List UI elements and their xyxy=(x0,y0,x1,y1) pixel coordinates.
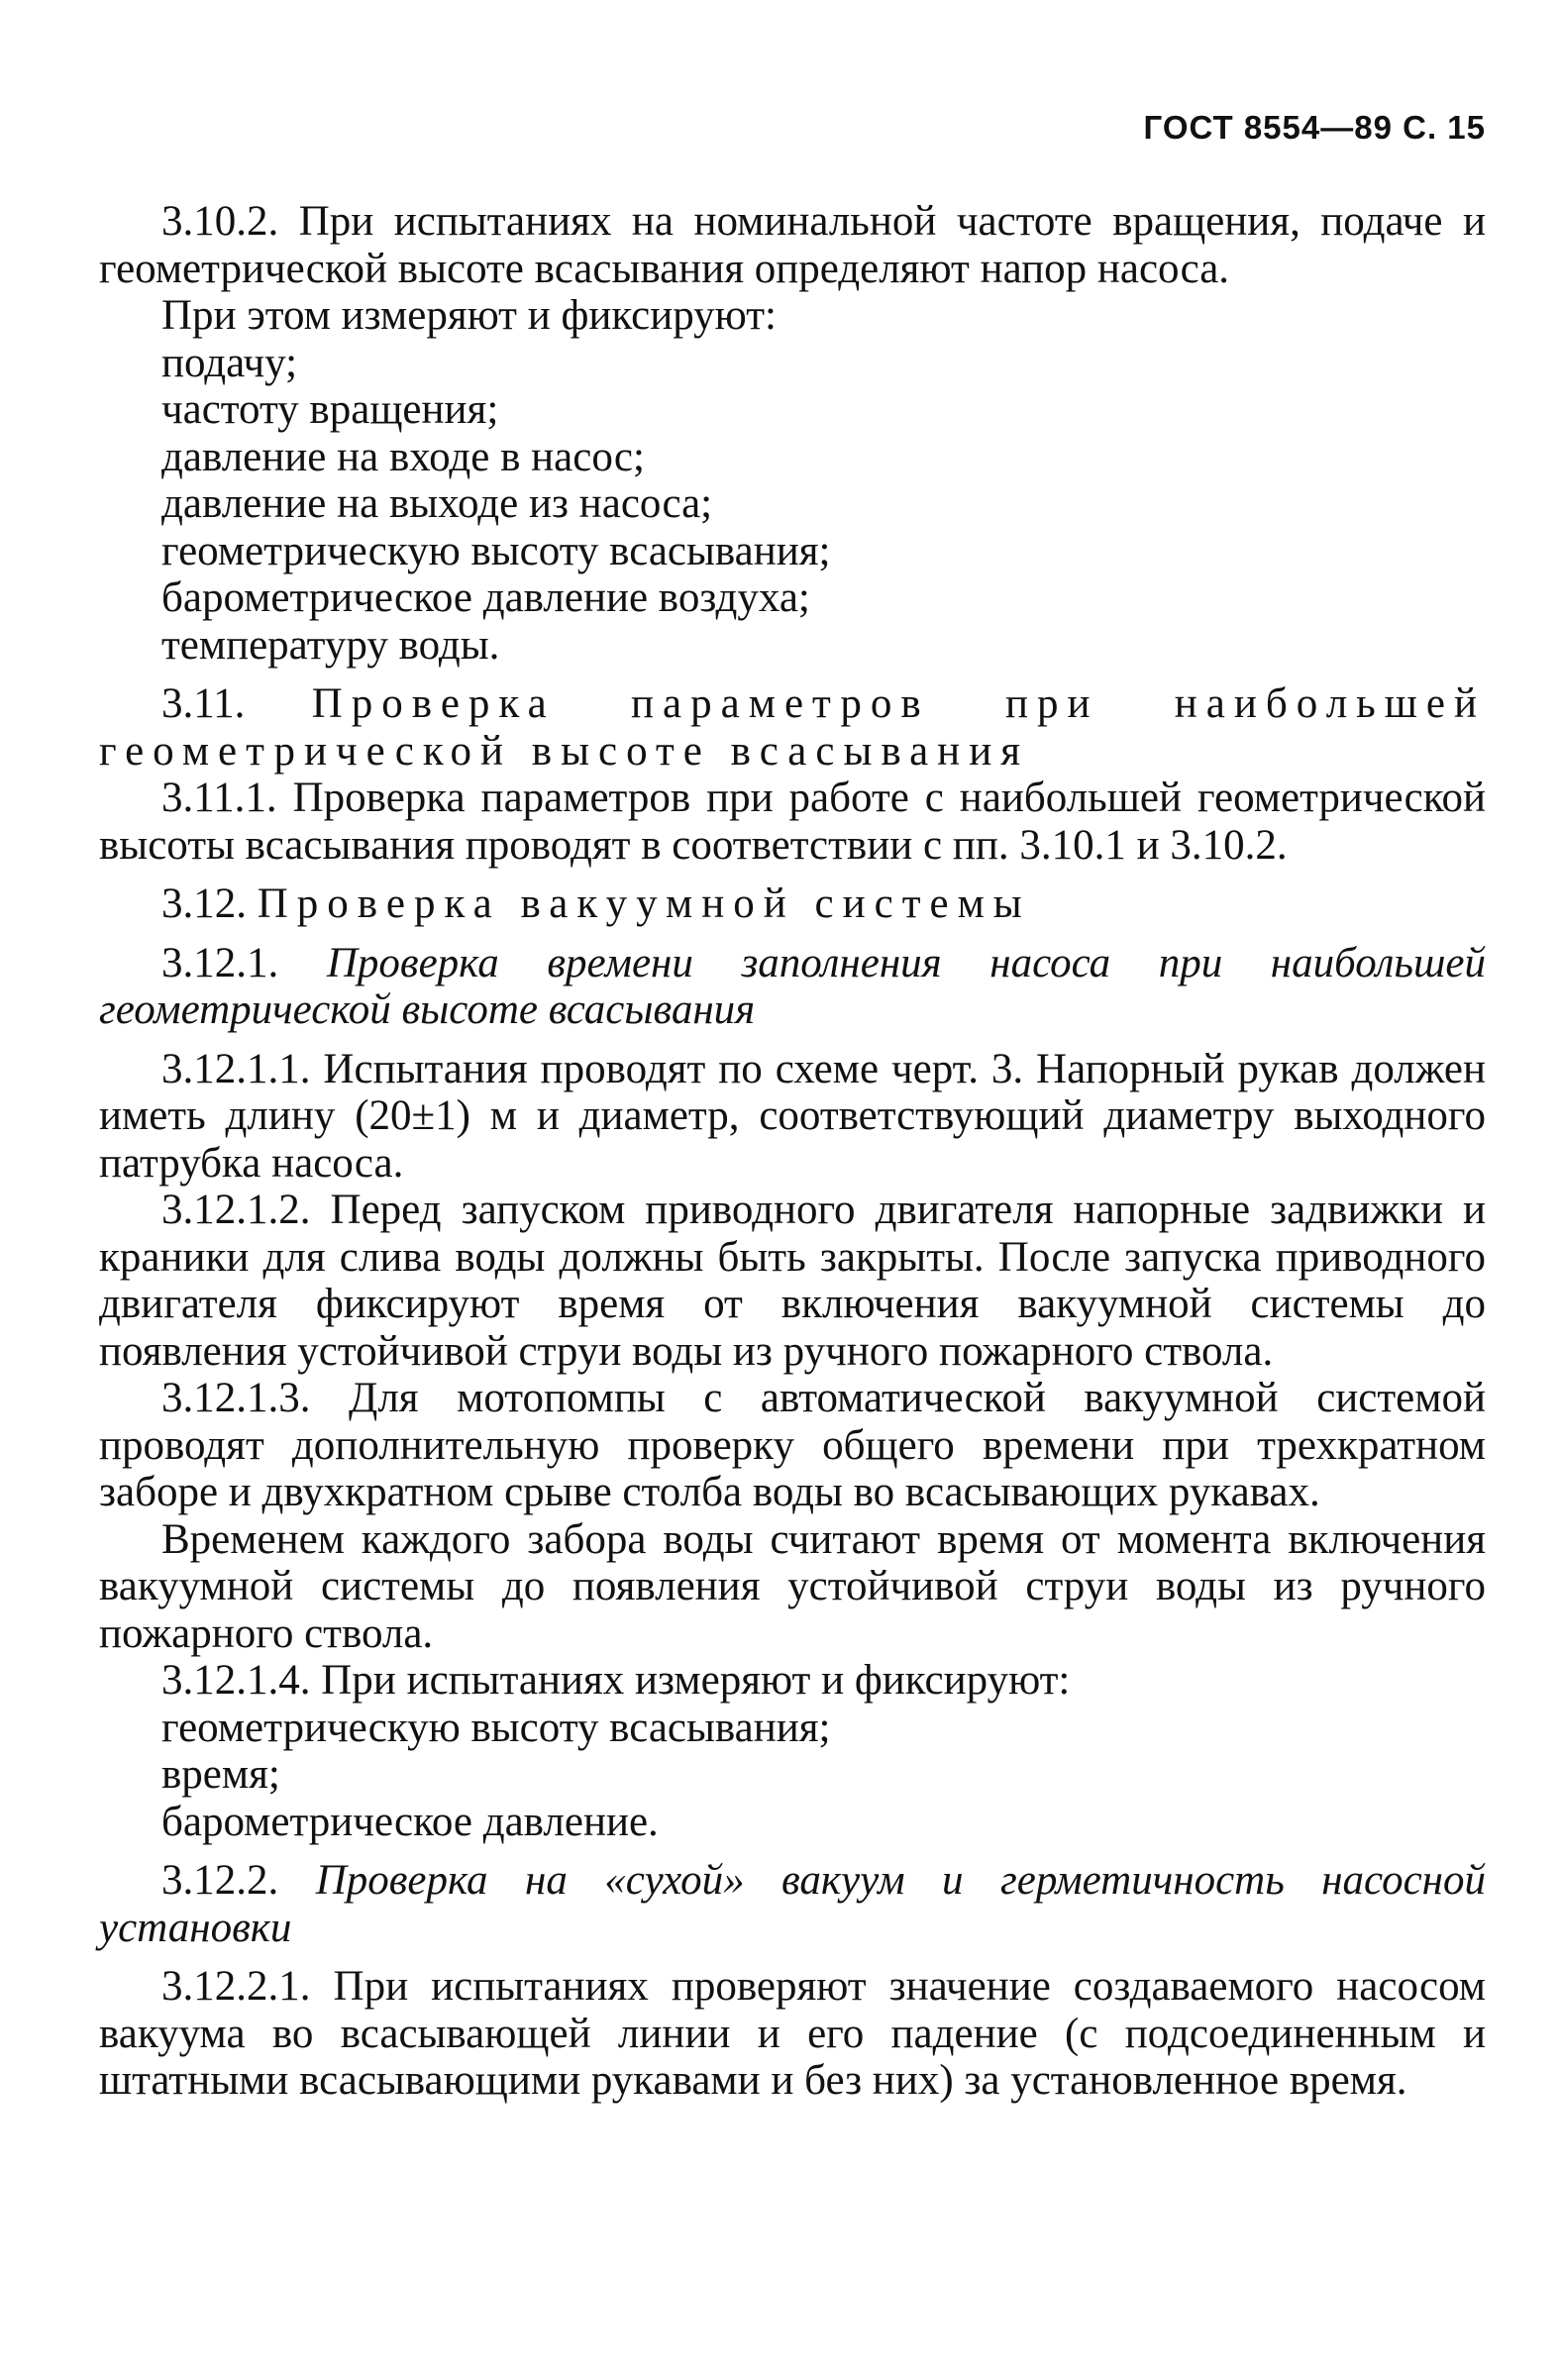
paragraph-3-10-2: 3.10.2. При испытаниях на номинальной частоте вращения, подаче и геометрической высоте всасывания определяют напор насоса. xyxy=(99,198,1486,292)
section-title: Проверка вакуумной системы xyxy=(257,880,1031,927)
subsection-title: Проверка на «сухой» вакуум и герметичность насосной установки xyxy=(99,1857,1486,1951)
section-heading-3-12 xyxy=(99,880,1486,928)
paragraph-3-11-1: 3.11.1. Проверка параметров при работе с наибольшей геометрической высоты всасывания проводят в соответствии с пп. 3.10.1 и 3.10.2. xyxy=(99,775,1486,869)
section-number: 3.11. xyxy=(161,680,246,727)
list-item: барометрическое давление. xyxy=(161,1798,659,1845)
paragraph-3-12-1-1: 3.12.1.1. Испытания проводят по схеме черт. 3. Напорный рукав должен иметь длину (20±1) м и диаметр, соответствующий диаметру выходного патрубка насоса. xyxy=(99,1045,1486,1187)
list-item: время; xyxy=(161,1751,280,1798)
document-page xyxy=(99,0,1486,2380)
paragraph-3-12-1-4: 3.12.1.4. При испытаниях измеряют и фиксируют: xyxy=(161,1657,1071,1704)
subsection-heading-3-12-1 xyxy=(99,940,1486,1034)
subsection-number: 3.12.2. xyxy=(161,1857,279,1904)
list-item: подачу; xyxy=(161,339,298,386)
list-item: геометрическую высоту всасывания; xyxy=(161,527,831,574)
list-item: барометрическое давление воздуха; xyxy=(161,574,810,621)
paragraph-3-12-1-3: 3.12.1.3. Для мотопомпы с автоматической вакуумной системой проводят дополнительную проверку общего времени при трехкратном заборе и двухкратном срыве столба воды во всасывающих рукавах. xyxy=(99,1375,1486,1515)
paragraph-3-12-1-3-b: Временем каждого забора воды считают время от момента включения вакуумной системы до появления устойчивой струи воды из ручного пожарного ствола. xyxy=(99,1515,1486,1657)
section-number: 3.12. xyxy=(161,880,247,927)
section-heading-3-11 xyxy=(99,680,1486,775)
paragraph-3-12-2-1: 3.12.2.1. При испытаниях проверяют значение создаваемого насосом вакуума во всасывающей линии и его падение (с подсоединенным и штатными всасывающими рукавами и без них) за установленное время. xyxy=(99,1963,1486,2104)
subsection-title: Проверка времени заполнения насоса при наибольшей геометрической высоте всасывания xyxy=(99,939,1486,1033)
list-item: геометрическую высоту всасывания; xyxy=(161,1704,831,1751)
list-item: давление на входе в насос; xyxy=(161,433,645,480)
paragraph-3-12-1-2: 3.12.1.2. Перед запуском приводного двигателя напорные задвижки и краники для слива воды должны быть закрыты. После запуска приводного двигателя фиксируют время от включения вакуумной системы до появления устойчивой струи воды из ручного пожарного ствола. xyxy=(99,1187,1486,1375)
subsection-heading-3-12-2 xyxy=(99,1857,1486,1951)
document-body xyxy=(99,198,1486,2105)
page-header: ГОСТ 8554—89 С. 15 xyxy=(1143,109,1486,146)
list-item: температуру воды. xyxy=(161,621,500,669)
section-title: Проверка параметров при наибольшей геометрической высоте всасывания xyxy=(99,680,1486,775)
list-item: частоту вращения; xyxy=(161,386,499,433)
subsection-number: 3.12.1. xyxy=(161,939,279,986)
paragraph-3-10-2-measure: При этом измеряют и фиксируют: xyxy=(161,292,777,339)
list-item: давление на выходе из насоса; xyxy=(161,480,713,527)
